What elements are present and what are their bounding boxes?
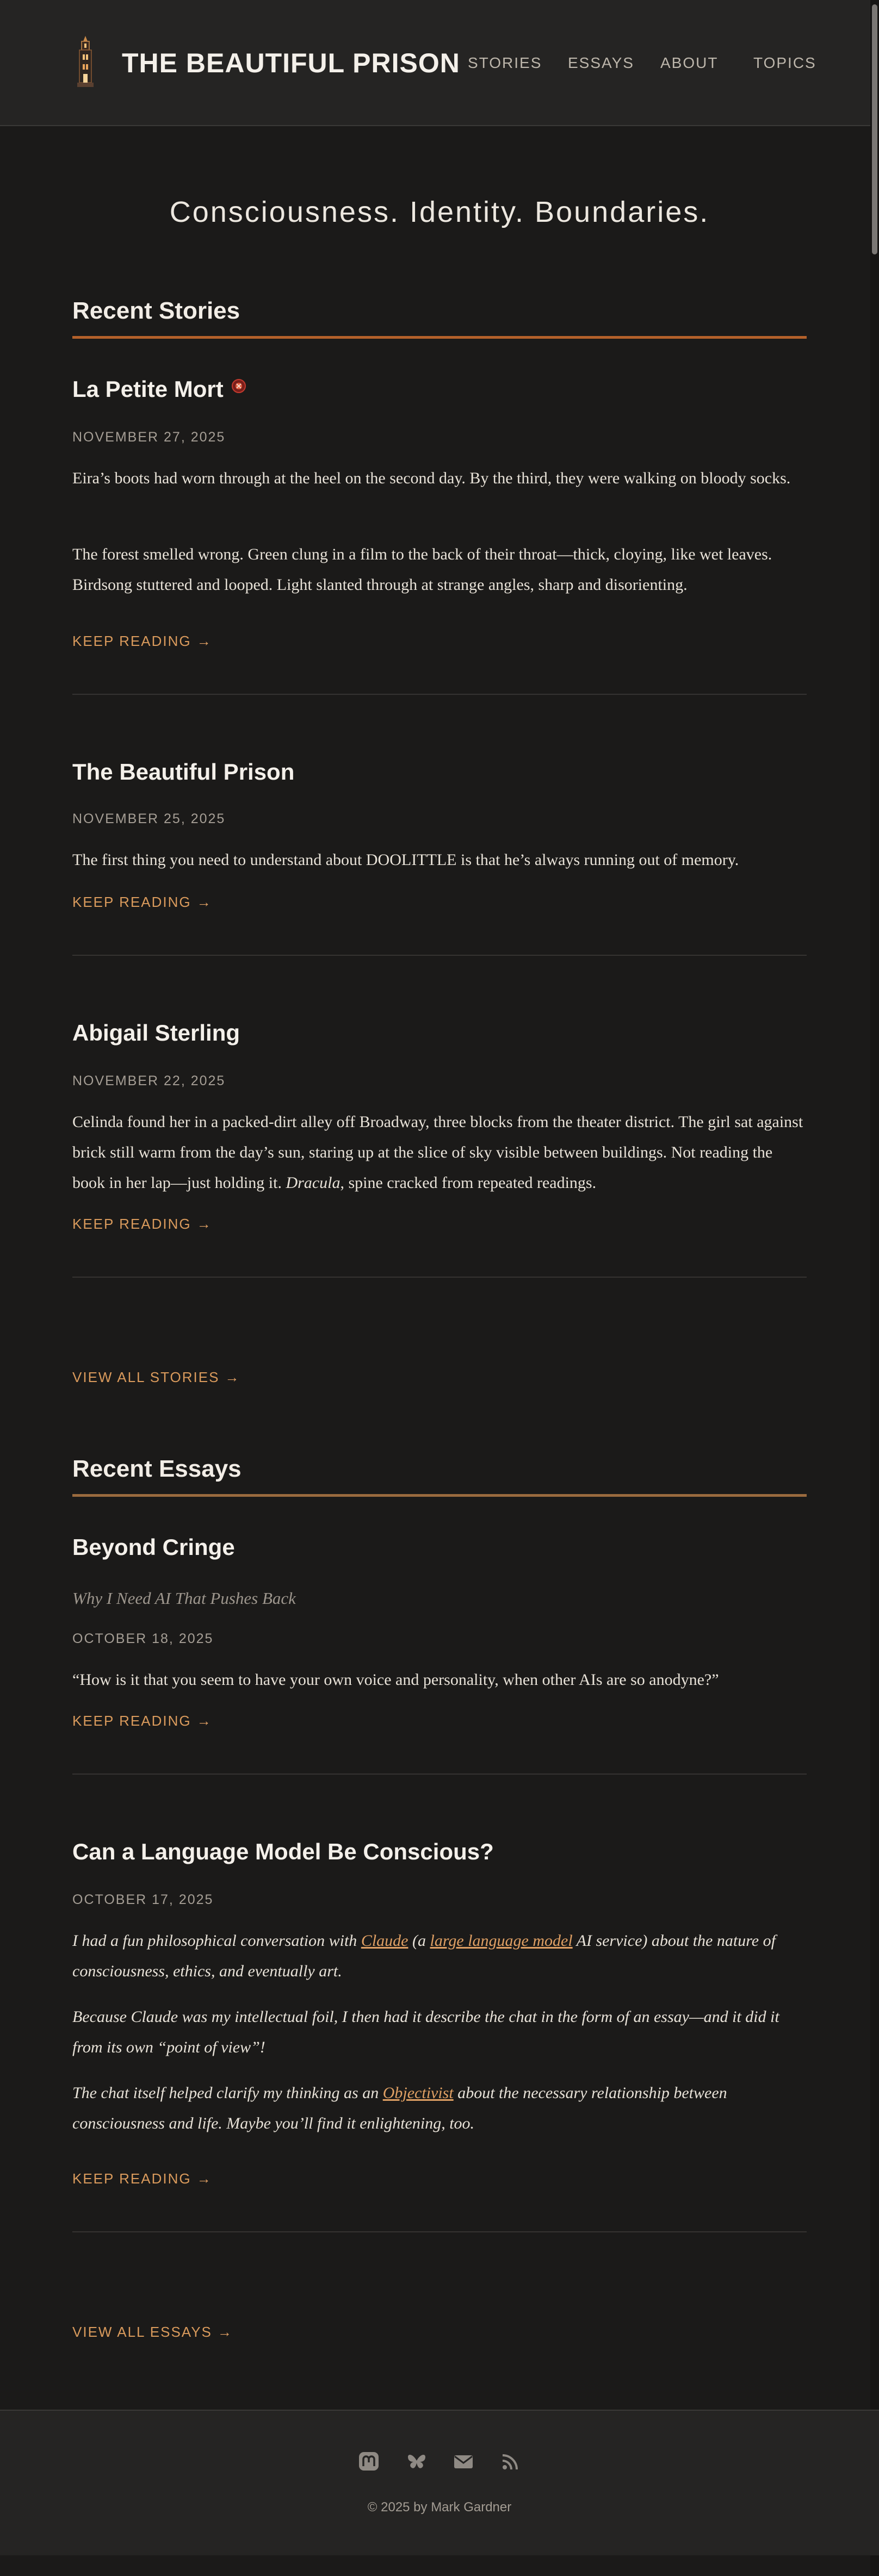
post-date: NOVEMBER 27, 2025 [72,430,226,445]
post-excerpt: I had a fun philosophical conversation with Claude (a large language model AI service) about the nature of consciousness, ethics, and eventually art. [72,1932,776,1980]
post-excerpt: The forest smelled wrong. Green clung in a film to the back of their throat—thick, cloying, like wet leaves. Birdsong stuttered and looped. Light slanted through at strange angles, sharp and disorienting. [72,545,772,594]
post-title[interactable]: Beyond Cringe [72,1534,235,1560]
keep-reading-link[interactable]: KEEP READING → [72,2170,211,2187]
divider [72,2231,807,2232]
keep-reading-link[interactable]: KEEP READING → [72,1713,211,1729]
rss-icon[interactable] [498,2450,522,2474]
post-date: OCTOBER 17, 2025 [72,1892,214,1907]
post-excerpt: The chat itself helped clarify my thinking as an Objectivist about the necessary relationship between consciousness and life. Maybe you’ll find it enlightening, too. [72,2084,727,2132]
post-excerpt: “How is it that you seem to have your own voice and personality, when other AIs are so anodyne?” [72,1671,719,1689]
scrollbar[interactable] [870,0,879,2576]
post-excerpt: Eira’s boots had worn through at the heel on the second day. By the third, they were walking on bloody socks. [72,469,791,487]
nav-stories[interactable]: STORIES [468,54,542,71]
llm-link[interactable]: large language model [430,1932,573,1950]
post-excerpt: Celinda found her in a packed-dirt alley off Broadway, three blocks from the theater district. The girl sat against brick still warm from the day’s sun, staring up at the slice of sky visible between buildings. Not reading the book in her lap—just holding it. Dracula, spine cracked from repeated readings. [72,1113,803,1192]
post-date: OCTOBER 18, 2025 [72,1631,214,1646]
view-all-stories-link[interactable]: VIEW ALL STORIES → [72,1369,239,1385]
nav-essays[interactable]: ESSAYS [568,54,634,71]
site-footer [0,2410,879,2555]
objectivist-link[interactable]: Objectivist [382,2084,454,2102]
divider [72,955,807,956]
keep-reading-link[interactable]: KEEP READING → [72,1216,211,1232]
post-excerpt: Because Claude was my intellectual foil, I then had it describe the chat in the form of an essay—and it did it from its own “point of view”! [72,2008,779,2056]
keep-reading-link[interactable]: KEEP READING → [72,633,211,649]
nav-topics[interactable]: TOPICS [753,54,816,71]
site-tagline: Consciousness. Identity. Boundaries. [169,196,710,228]
divider [72,1774,807,1775]
post-date: NOVEMBER 22, 2025 [72,1073,226,1088]
post-title[interactable]: The Beautiful Prison [72,759,295,785]
post-date: NOVEMBER 25, 2025 [72,811,226,826]
post-subtitle: Why I Need AI That Pushes Back [72,1589,296,1608]
bluesky-icon[interactable] [405,2450,429,2474]
post-title[interactable]: Can a Language Model Be Conscious? [72,1839,494,1864]
section-title-stories: Recent Stories [72,296,807,339]
view-all-essays-link[interactable]: VIEW ALL ESSAYS → [72,2324,232,2340]
red-flag-icon [232,379,246,393]
social-links [0,2450,879,2474]
main-nav [0,52,879,74]
nav-about[interactable]: ABOUT [660,54,719,71]
copyright: © 2025 by Mark Gardner [367,2500,512,2515]
site-header [0,0,879,126]
post-title[interactable]: Abigail Sterling [72,1020,240,1046]
post-excerpt: The first thing you need to understand about DOOLITTLE is that he’s always running out of memory. [72,851,739,869]
site-title[interactable]: THE BEAUTIFUL PRISON [122,48,460,78]
mastodon-icon[interactable] [357,2450,381,2474]
email-icon[interactable] [451,2450,475,2474]
divider [72,1277,807,1278]
claude-link[interactable]: Claude [361,1932,408,1950]
section-title-essays: Recent Essays [72,1454,807,1497]
keep-reading-link[interactable]: KEEP READING → [72,894,211,910]
post-title[interactable]: La Petite Mort [72,376,224,402]
divider [72,694,807,695]
